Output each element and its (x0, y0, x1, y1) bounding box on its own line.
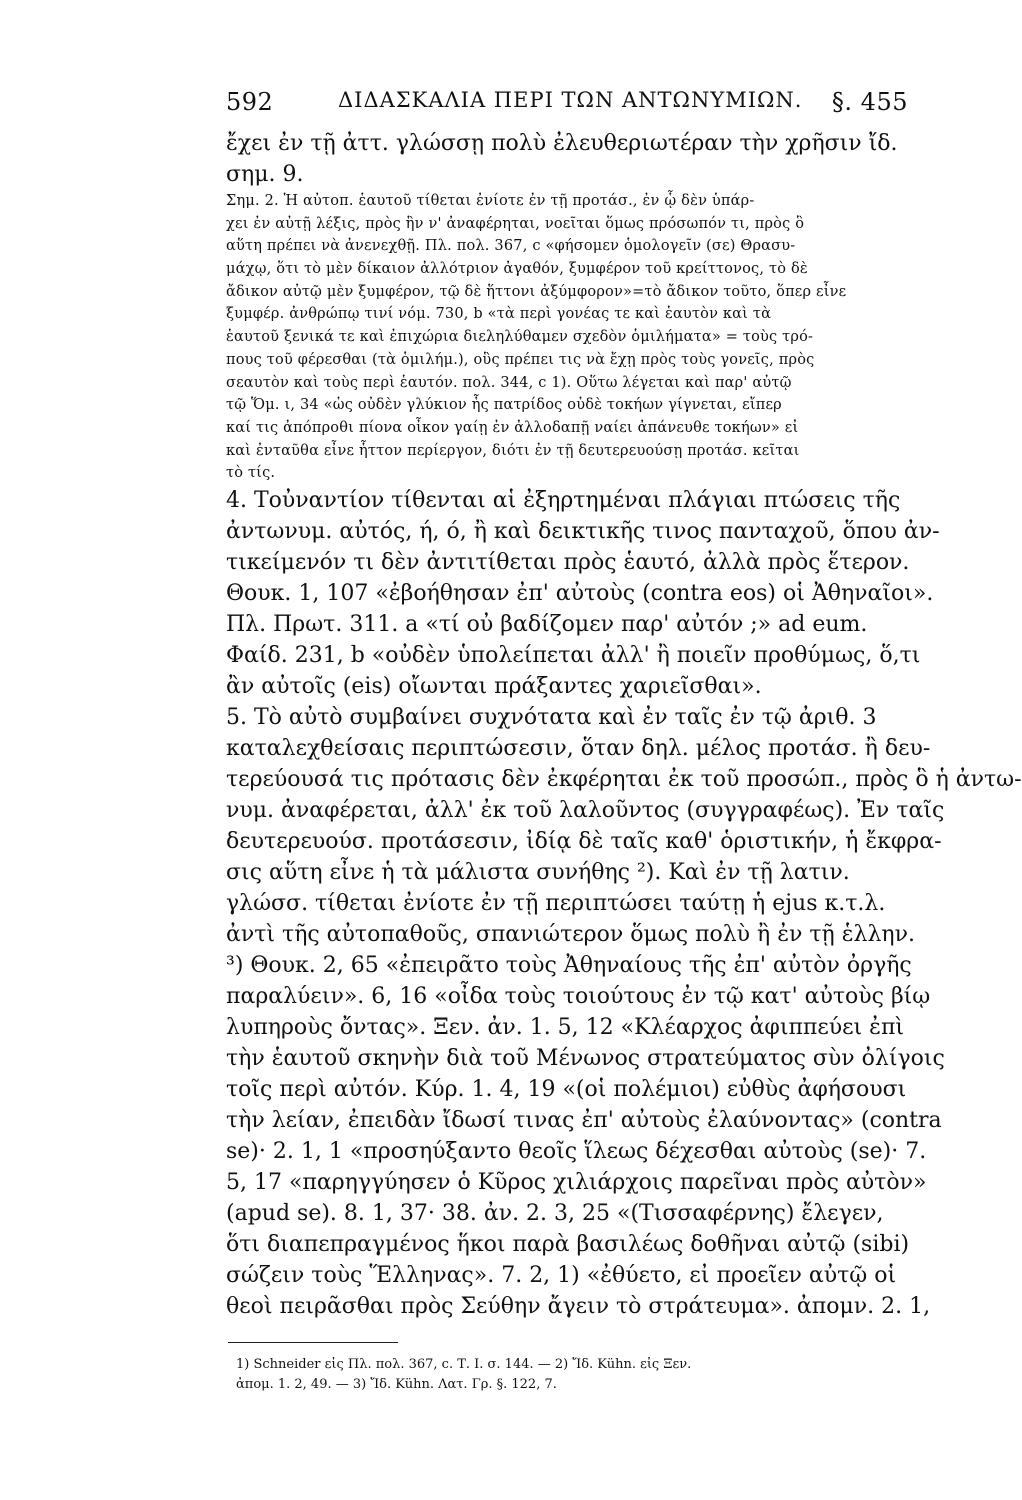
text-line: σις αὕτη εἶνε ἡ τὰ μάλιστα συνήθης ²). Καὶ ἐν τῇ λατιν. (226, 859, 850, 885)
text-line: λυπηροὺς ὄντας». Ξεν. ἀν. 1. 5, 12 «Κλέαρχος ἀφιππεύει ἐπὶ (226, 1014, 905, 1040)
text-line: τερεύουσά τις πρότασις δὲν ἐκφέρηται ἐκ τοῦ προσώπ., πρὸς ὃ ἡ ἀντω- (226, 766, 1022, 792)
running-title: ΔΙΔΑΣΚΑΛΙΑ ΠΕΡΙ ΤΩΝ ΑΝΤΩΝΥΜΙΩΝ. (338, 88, 803, 112)
text-line: Πλ. Πρωτ. 311. a «τί οὐ βαδίζομεν παρ' αὐτόν ;» ad eum. (226, 611, 868, 637)
text-line: τὴν ἑαυτοῦ σκηνὴν διὰ τοῦ Μένωνος στρατεύματος σὺν ὀλίγοις (226, 1045, 945, 1071)
text-line: 5, 17 «παρηγγύησεν ὁ Κῦρος χιλιάρχοις παρεῖναι πρὸς αὐτὸν» (226, 1169, 927, 1195)
footnote-line: 1) Schneider εἰς Πλ. πολ. 367, c. Τ. Ι. σ. 144. — 2) Ἴδ. Kühn. εἰς Ξεν. (236, 1357, 692, 1372)
text-line: (apud se). 8. 1, 37· 38. ἀν. 2. 3, 25 «(Τισσαφέρνης) ἔλεγεν, (226, 1200, 884, 1226)
footnotes (236, 1355, 908, 1395)
text-line: τοῖς περὶ αὐτόν. Κύρ. 1. 4, 19 «(οἱ πολέμιοι) εὐθὺς ἀφήσουσι (226, 1076, 907, 1102)
text-line: Φαίδ. 231, b «οὐδὲν ὑπολείπεται ἀλλ' ἢ ποιεῖν προθύμως, ὅ,τι (226, 642, 921, 668)
text-line: ἔχει ἐν τῇ ἀττ. γλώσσῃ πολὺ ἐλευθεριωτέραν τὴν χρῆσιν ἴδ. (226, 131, 898, 156)
text-line: τικείμενόν τι δὲν ἀντιτίθεται πρὸς ἑαυτό, ἀλλὰ πρὸς ἕτερον. (226, 549, 910, 575)
text-line: ὅτι διαπεπραγμένος ἥκοι παρὰ βασιλέως δοθῆναι αὐτῷ (sibi) (226, 1231, 910, 1257)
text-line: δευτερευούσ. προτάσεσιν, ἰδίᾳ δὲ ταῖς καθ' ὁριστικήν, ἡ ἔκφρα- (226, 828, 942, 854)
note-line: Σημ. 2. Ἡ αὐτοπ. ἑαυτοῦ τίθεται ἐνίοτε ἐν τῇ προτάσ., ἐν ᾧ δὲν ὑπάρ- (226, 193, 755, 209)
footnote-divider (228, 1342, 398, 1343)
footnote-line: ἀπομ. 1. 2, 49. — 3) Ἴδ. Kühn. Λατ. Γρ. §. 122, 7. (236, 1377, 557, 1392)
text-line: 4. Τοὐναντίον τίθενται αἱ ἐξηρτημέναι πλάγιαι πτώσεις τῆς (226, 487, 901, 513)
note-line: ἄδικον αὐτῷ μὲν ξυμφέρον, τῷ δὲ ἥττονι ἀξύμφορον»=τὸ ἄδικον τοῦτο, ὅπερ εἶνε (226, 283, 847, 300)
text-line: se)· 2. 1, 1 «προσηύξαντο θεοῖς ἵλεως δέχεσθαι αὐτοὺς (se)· 7. (226, 1138, 927, 1164)
text-line: Θουκ. 1, 107 «ἐβοήθησαν ἐπ' αὐτοὺς (contra eos) οἱ Ἀθηναῖοι». (226, 580, 934, 606)
text-line: νυμ. ἀναφέρεται, ἀλλ' ἐκ τοῦ λαλοῦντος (συγγραφέως). Ἐν ταῖς (226, 797, 945, 823)
note-line: σεαυτὸν καὶ τοὺς περὶ ἑαυτόν. πολ. 344, c 1). Οὕτω λέγεται καὶ παρ' αὐτῷ (226, 374, 792, 391)
running-header (226, 88, 908, 122)
paragraph-5 (226, 702, 1022, 1322)
text-line: θεοὶ πειρᾶσθαι πρὸς Σεύθην ἄγειν τὸ στράτευμα». ἀπομν. 2. 1, (226, 1293, 931, 1319)
note-line: ἑαυτοῦ ξενικά τε καὶ ἐπιχώρια διεληλύθαμεν σχεδὸν ὁμιλήματα» = τοὺς τρό- (226, 329, 814, 346)
text-line: ³) Θουκ. 2, 65 «ἐπειρᾶτο τοὺς Ἀθηναίους τῆς ἐπ' αὐτὸν ὀργῆς (226, 952, 912, 978)
note-line: καί τις ἀπόπροθι πίονα οἶκον γαίῃ ἐν ἀλλοδαπῇ ναίει ἀπάνευθε τοκήων» εἰ (226, 419, 799, 436)
note-line: αὕτη πρέπει νὰ ἀνενεχθῇ. Πλ. πολ. 367, c «φήσομεν ὁμολογεῖν (σε) Θρασυ- (226, 238, 796, 255)
note-line: μάχῳ, ὅτι τὸ μὲν δίκαιον ἀλλότριον ἀγαθόν, ξυμφέρον τοῦ κρείττονος, τὸ δὲ (226, 261, 808, 278)
paragraph-4 (226, 485, 940, 702)
text-line: 5. Τὸ αὐτὸ συμβαίνει συχνότατα καὶ ἐν ταῖς ἐν τῷ ἀριθ. 3 (226, 704, 877, 730)
note-line: ξυμφέρ. ἀνθρώπῳ τινί νόμ. 730, b «τὰ περὶ γονέας τε καὶ ἑαυτὸν καὶ τὰ (226, 306, 772, 323)
text-line: γλώσσ. τίθεται ἐνίοτε ἐν τῇ περιπτώσει ταύτῃ ἡ ejus κ.τ.λ. (226, 890, 886, 916)
text-line: ἂν αὐτοῖς (eis) οἴωνται πράξαντες χαριεῖσθαι». (226, 673, 762, 699)
text-line: σημ. 9. (226, 162, 304, 187)
text-line: καταλεχθείσαις περιπτώσεσιν, ὅταν δηλ. μέλος προτάσ. ἢ δευ- (226, 735, 931, 761)
note-line: τὸ τίς. (226, 465, 276, 482)
note-line: καὶ ἐνταῦθα εἶνε ἧττον περίεργον, διότι ἐν τῇ δευτερευούσῃ προτάσ. κεῖται (226, 442, 800, 459)
note-line: τῷ Ὅμ. ι, 34 «ὡς οὐδὲν γλύκιον ἧς πατρίδος οὐδὲ τοκήων γίγνεται, εἴπερ (226, 397, 782, 414)
text-line: ἀντὶ τῆς αὐτοπαθοῦς, σπανιώτερον ὅμως πολὺ ἢ ἐν τῇ ἑλλην. (226, 921, 915, 947)
text-line: ἀντωνυμ. αὐτός, ή, ό, ἢ καὶ δεικτικῆς τινος πανταχοῦ, ὅπου ἀν- (226, 518, 940, 544)
section-number: §. 455 (831, 88, 908, 116)
note-line: πους τοῦ φέρεσθαι (τὰ ὁμιλήμ.), οὓς πρέπει τις νὰ ἔχῃ πρὸς τοὺς γονεῖς, πρὸς (226, 351, 815, 368)
page-number: 592 (226, 88, 274, 116)
note-block (226, 190, 908, 485)
text-line: σώζειν τοὺς Ἕλληνας». 7. 2, 1) «ἐθύετο, εἰ προεῖεν αὐτῷ οἱ (226, 1262, 897, 1288)
body-text (226, 128, 1022, 1322)
text-line: τὴν λείαν, ἐπειδὰν ἴδωσί τινας ἐπ' αὐτοὺς ἐλαύνοντας» (contra (226, 1107, 942, 1133)
text-line: παραλύειν». 6, 16 «οἶδα τοὺς τοιούτους ἐν τῷ κατ' αὐτοὺς βίῳ (226, 983, 931, 1009)
note-line: χει ἐν αὐτῇ λέξις, πρὸς ἣν ν' ἀναφέρηται, νοεῖται ὅμως πρόσωπόν τι, πρὸς ὃ (226, 215, 805, 232)
